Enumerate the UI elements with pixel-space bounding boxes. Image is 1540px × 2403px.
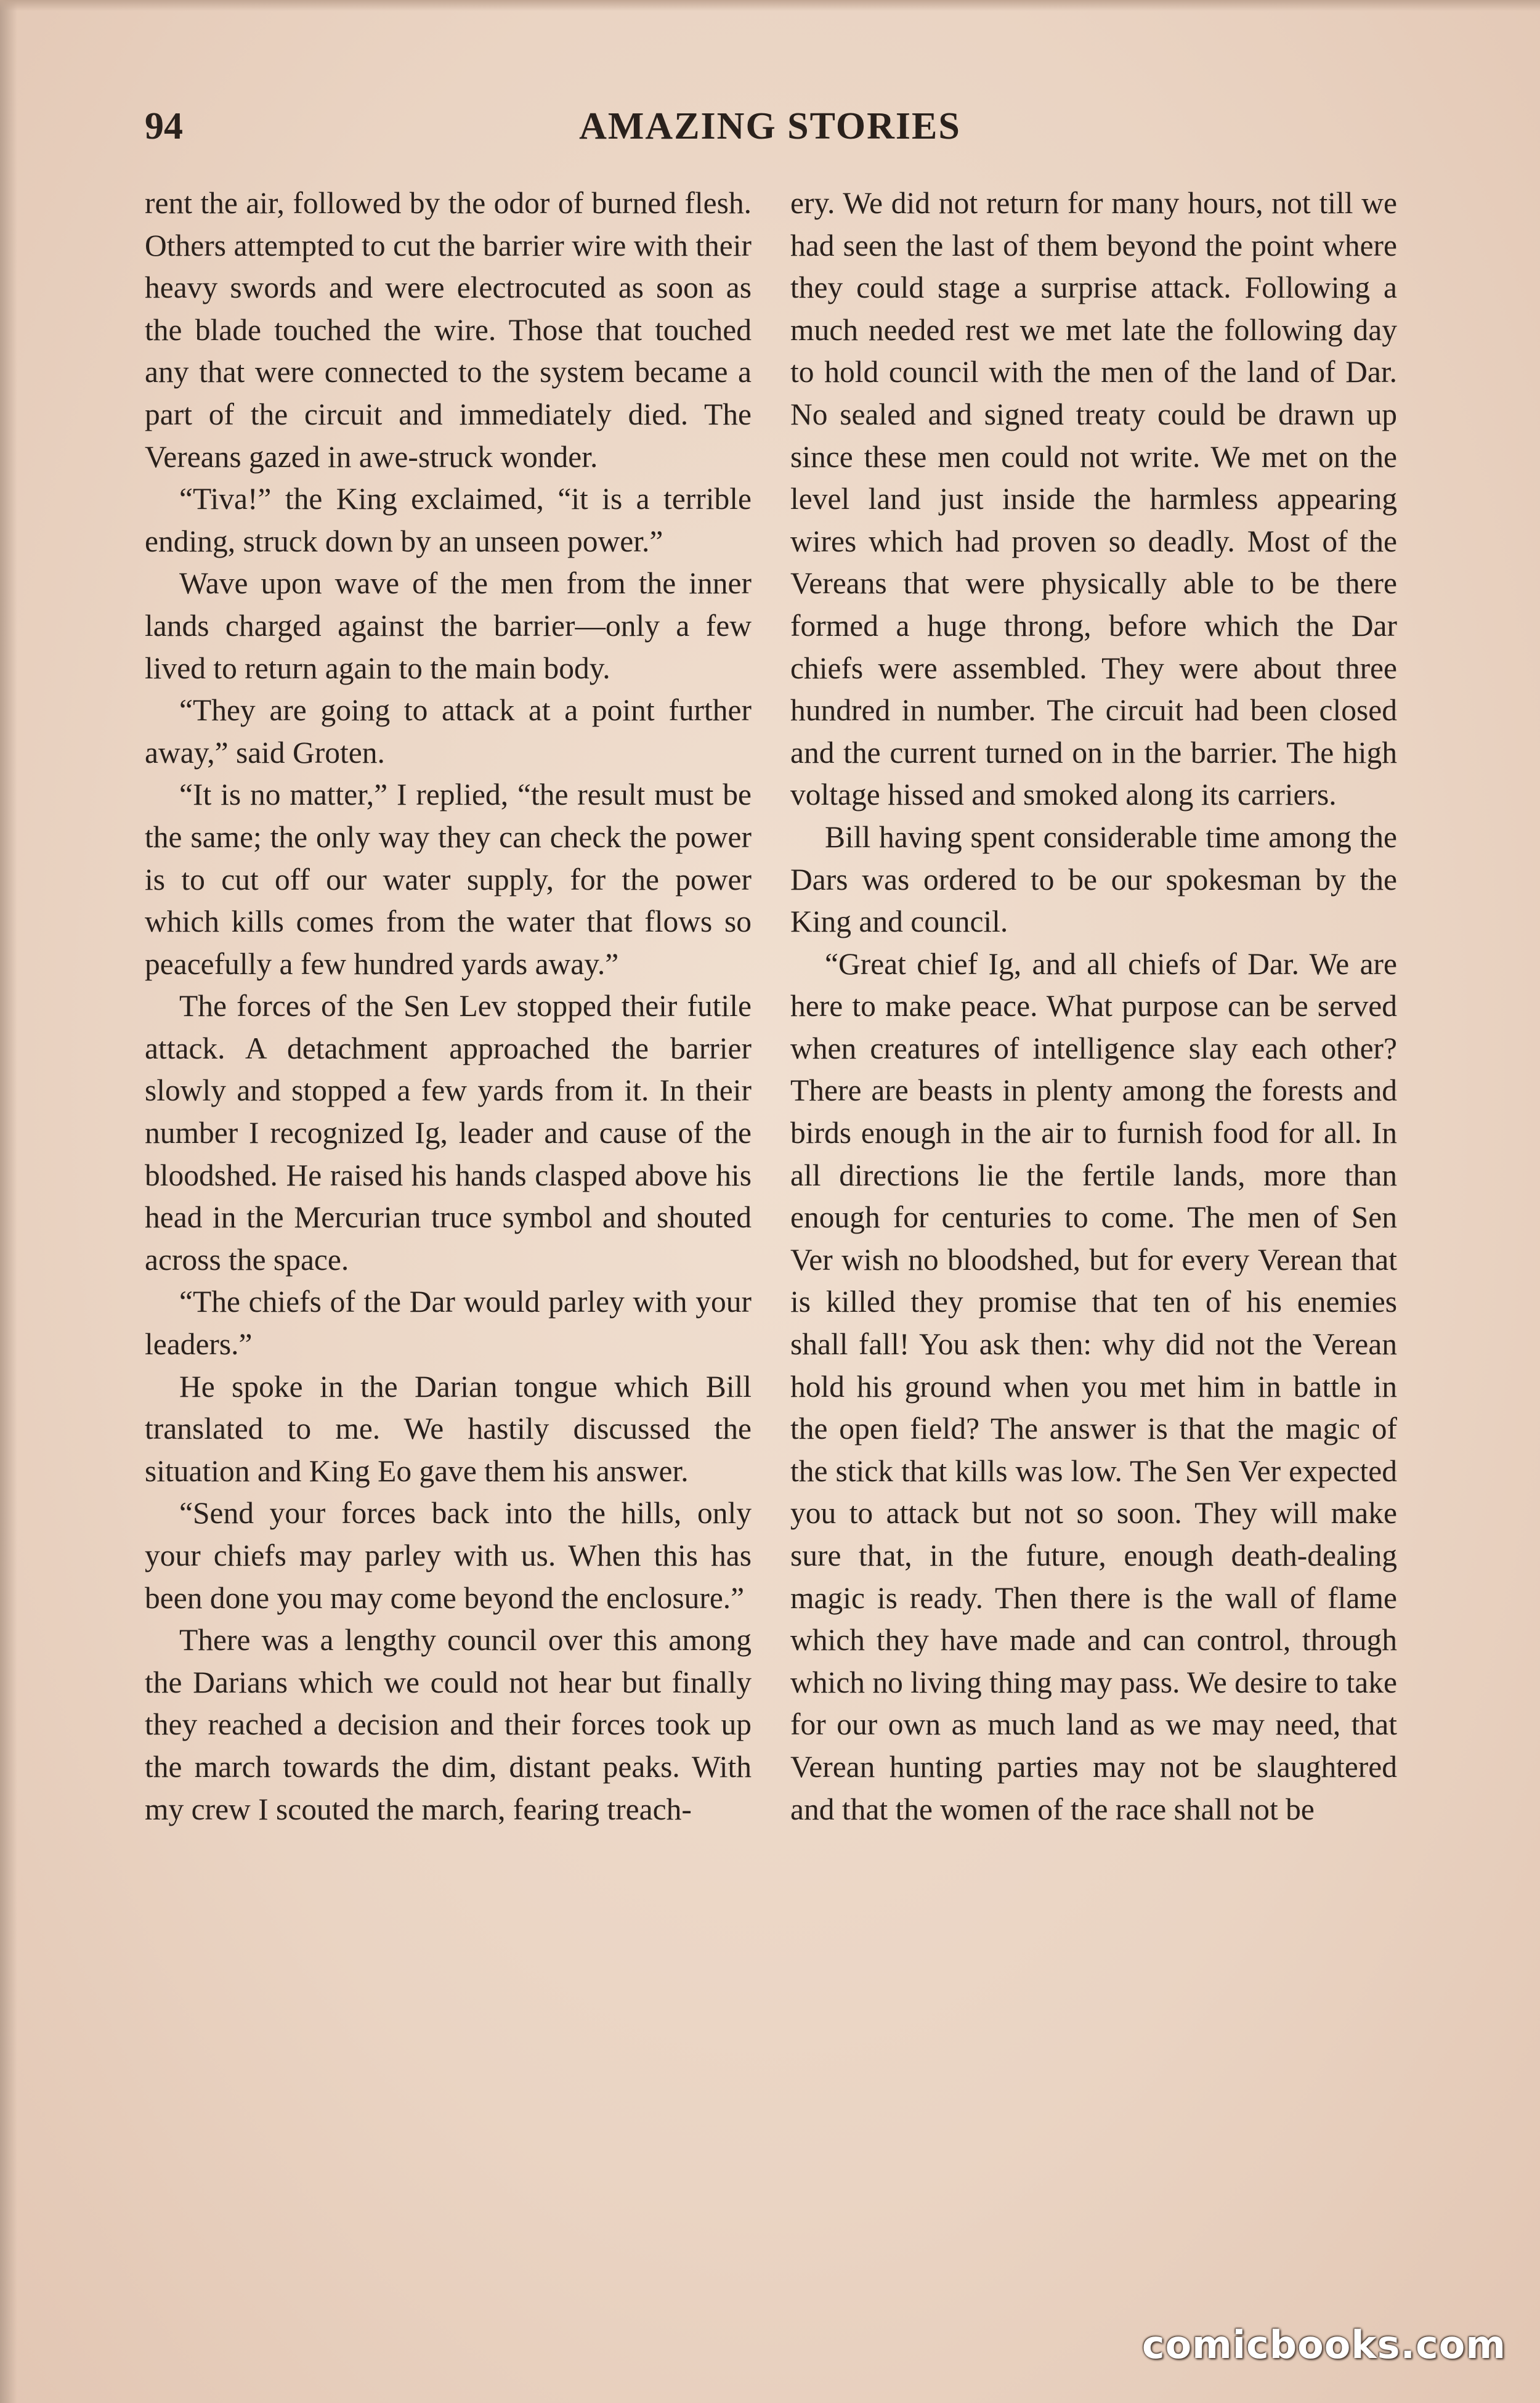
paragraph: Bill having spent considerable time among the Dars was ordered to be our spokesman by the King and council. — [790, 819, 1397, 939]
paragraph: ery. We did not return for many hours, not till we had seen the last of them beyond the point where they could stage a surprise attack. Following a much needed rest we met late the following day to hold council with the men of the land of Dar. No sealed and signed treaty could be drawn up since these men could not write. We met on the level land just inside the harmless appearing wires which had proven so deadly. Most of the Vereans that were physically able to be there formed a huge throng, before which the Dar chiefs were assembled. They were about three hundred in number. The circuit had been closed and the current turned on in the barrier. The high voltage hissed and smoked along its carriers. — [790, 186, 1397, 812]
paragraph: “Send your forces back into the hills, only your chiefs may parley with us. When this has been done you may come beyond the enclosure.” — [145, 1496, 752, 1615]
page-number: 94 — [145, 105, 183, 147]
paragraph: “Tiva!” the King exclaimed, “it is a terrible ending, struck down by an unseen power.” — [145, 482, 752, 558]
paragraph: There was a lengthy council over this among the Darians which we could not hear but finally they reached a decision and their forces took up the march towards the dim, distant peaks. With my crew I scouted the march, fearing treach- — [145, 1623, 752, 1826]
running-title: AMAZING STORIES — [579, 105, 961, 147]
paragraph: “It is no matter,” I replied, “the result must be the same; the only way they can check the power is to cut off our water supply, for the power which kills comes from the water that flows so peacefully a few hundred yards away.” — [145, 778, 752, 981]
page-edge-shadow-left — [0, 0, 17, 2403]
paragraph: Wave upon wave of the men from the inner lands charged against the barrier—only a few lived to return again to the main body. — [145, 566, 752, 685]
page-edge-shadow-top — [0, 0, 1540, 11]
paragraph: “They are going to attack at a point further away,” said Groten. — [145, 693, 752, 770]
left-text-column — [145, 182, 752, 1831]
paragraph: “The chiefs of the Dar would parley with your leaders.” — [145, 1285, 752, 1362]
paragraph: The forces of the Sen Lev stopped their futile attack. A detachment approached the barrier slowly and stopped a few yards from it. In their number I recognized Ig, leader and cause of the bloodshed. He raised his hands clasped above his head in the Mercurian truce symbol and shouted across the space. — [145, 989, 752, 1277]
paragraph: rent the air, followed by the odor of burned flesh. Others attempted to cut the barrier wire with their heavy swords and were electrocuted as soon as the blade touched the wire. Those that touched any that were connected to the system became a part of the circuit and immediately died. The Vereans gazed in awe-struck wonder. — [145, 186, 752, 474]
paragraph: “Great chief Ig, and all chiefs of Dar. We are here to make peace. What purpose can be served when creatures of intelligence slay each other? There are beasts in plenty among the forests and birds enough in the air to furnish food for all. In all directions lie the fertile lands, more than enough for centuries to come. The men of Sen Ver wish no bloodshed, but for every Verean that is killed they promise that ten of his enemies shall fall! You ask then: why did not the Verean hold his ground when you met him in battle in the open field? The answer is that the magic of the stick that kills was low. The Sen Ver expected you to attack but not so soon. They will make sure that, in the future, enough death-dealing magic is ready. Then there is the wall of flame which they have made and can control, through which no living thing may pass. We desire to take for our own as much land as we may need, that Verean hunting parties may not be slaughtered and that the women of the race shall not be — [790, 946, 1397, 1826]
right-text-column — [790, 182, 1397, 1831]
page-header — [145, 92, 1395, 160]
watermark-text: comicbooks.com — [1141, 2322, 1506, 2367]
paragraph: He spoke in the Darian tongue which Bill translated to me. We hastily discussed the situation and King Eo gave them his answer. — [145, 1369, 752, 1488]
